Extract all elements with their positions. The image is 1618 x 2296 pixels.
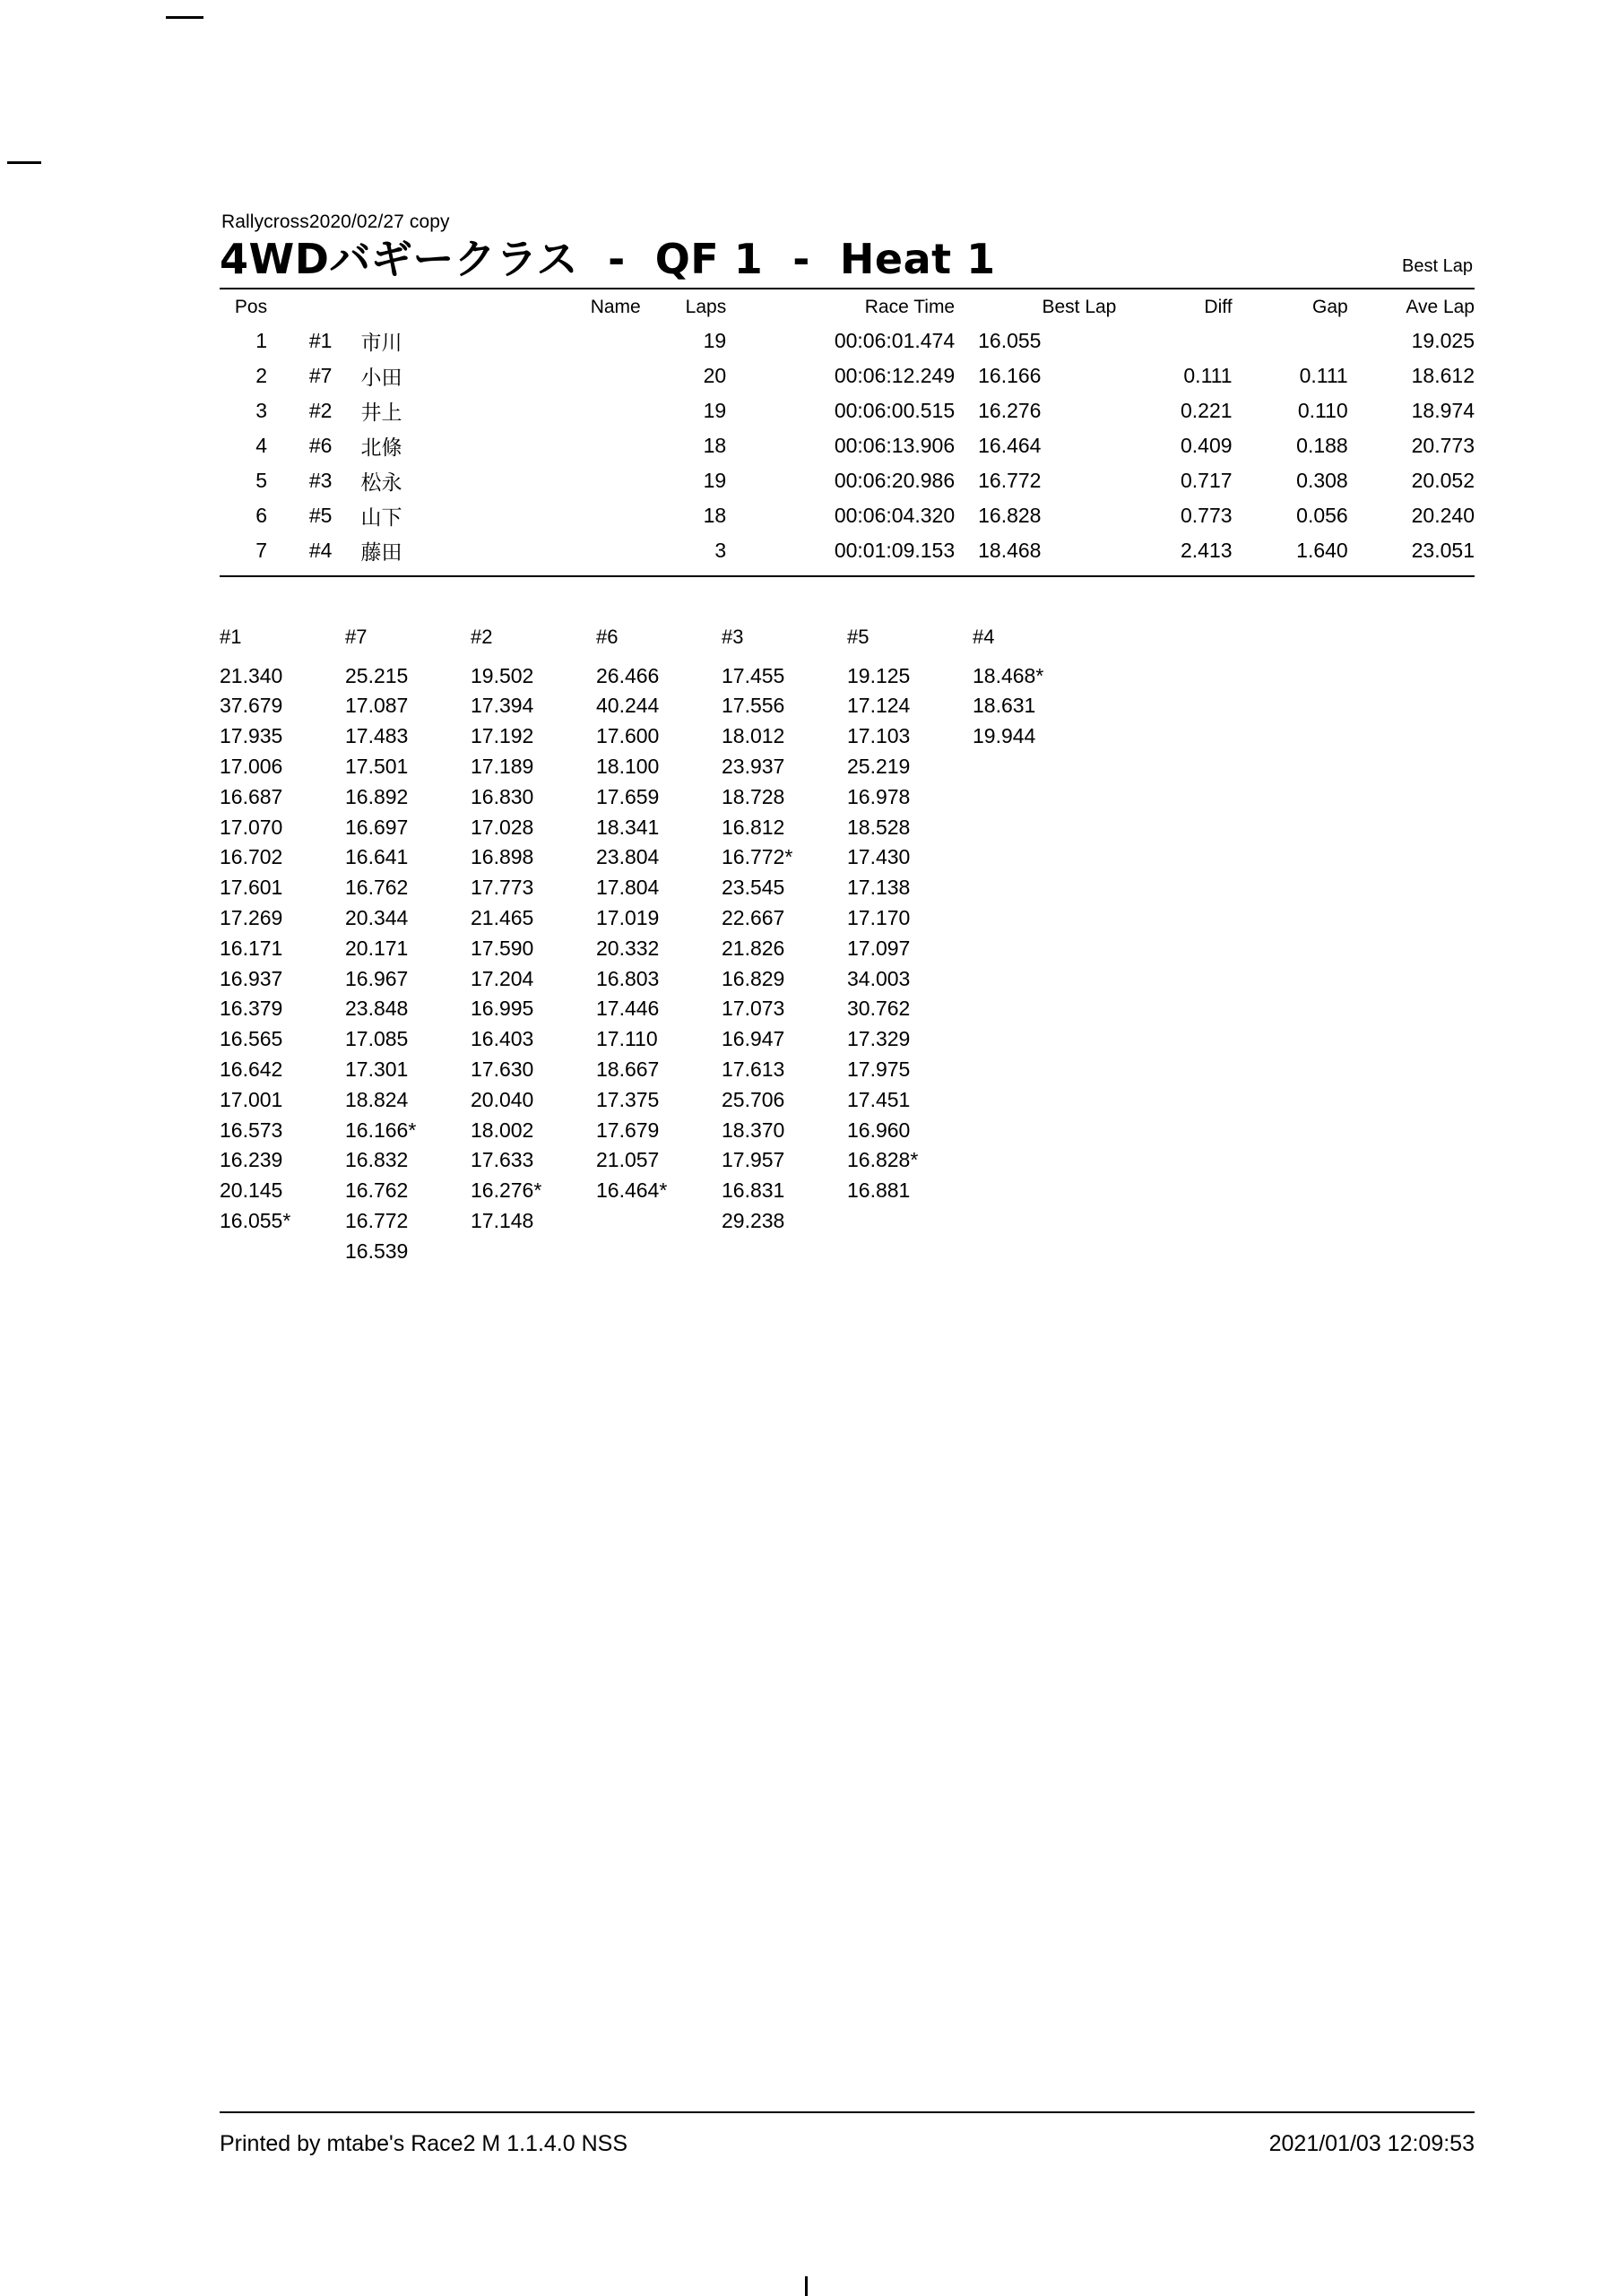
cell-best-lap: 16.772 — [978, 468, 1042, 492]
cell-name: 松永 — [360, 470, 402, 495]
lap-time: 17.006 — [220, 754, 283, 778]
cell-best-lap: 16.276 — [978, 398, 1042, 422]
lap-time: 16.697 — [345, 815, 409, 839]
header-gap: Gap — [1312, 296, 1348, 317]
cell-car-number: #5 — [308, 503, 333, 527]
lap-column-3 — [471, 626, 596, 1267]
cell-name: 市川 — [360, 331, 402, 355]
lap-time: 17.975 — [847, 1057, 911, 1081]
cell-ave-lap: 20.052 — [1411, 468, 1475, 492]
results-table — [220, 293, 1475, 568]
lap-time: 16.995 — [471, 997, 534, 1021]
lap-time: 16.947 — [722, 1027, 785, 1051]
lap-time: 16.539 — [345, 1239, 409, 1263]
cell-car-number: #7 — [308, 363, 333, 387]
lap-time: 17.103 — [847, 724, 911, 748]
lap-column-header: #6 — [596, 625, 619, 648]
lap-time: 17.446 — [596, 997, 660, 1021]
lap-time: 20.344 — [345, 905, 409, 929]
lap-time: 17.633 — [471, 1148, 534, 1172]
lap-time: 23.848 — [345, 997, 409, 1021]
lap-column-header: #7 — [345, 625, 368, 648]
cell-diff: 0.717 — [1180, 468, 1233, 492]
lap-time: 16.830 — [471, 784, 534, 808]
lap-time: 16.829 — [722, 966, 785, 990]
lap-time: 16.812 — [722, 815, 785, 839]
cell-pos: 3 — [255, 398, 268, 422]
cell-gap: 0.110 — [1297, 398, 1348, 422]
cell-race-time: 00:06:12.249 — [834, 363, 956, 387]
lap-time: 16.892 — [345, 784, 409, 808]
lap-time: 17.773 — [471, 876, 534, 900]
cell-diff: 0.773 — [1180, 503, 1233, 527]
cell-pos: 2 — [255, 363, 268, 387]
cell-race-time: 00:06:04.320 — [834, 503, 956, 527]
lap-time: 17.070 — [220, 815, 283, 839]
lap-time: 17.483 — [345, 724, 409, 748]
lap-time: 17.138 — [847, 876, 911, 900]
cell-car-number: #1 — [308, 328, 333, 352]
lap-time: 16.642 — [220, 1057, 283, 1081]
lap-time: 18.631 — [973, 694, 1036, 718]
lap-time: 37.679 — [220, 694, 283, 718]
lap-time: 16.403 — [471, 1027, 534, 1051]
cell-race-time: 00:06:01.474 — [834, 328, 956, 352]
page-title: 4WDバギークラス - QF 1 - Heat 1 — [220, 235, 996, 283]
lap-time: 22.667 — [722, 905, 785, 929]
lap-time: 21.340 — [220, 663, 283, 687]
lap-time: 18.002 — [471, 1118, 534, 1142]
cell-ave-lap: 20.240 — [1411, 503, 1475, 527]
cell-pos: 1 — [255, 328, 268, 352]
header-diff: Diff — [1204, 296, 1233, 317]
lap-time: 17.430 — [847, 845, 911, 869]
header-ave-lap: Ave Lap — [1406, 296, 1475, 317]
cell-pos: 7 — [255, 538, 268, 562]
lap-time: 16.641 — [345, 845, 409, 869]
lap-time: 17.600 — [596, 724, 660, 748]
lap-time: 16.055* — [220, 1208, 291, 1232]
cell-laps: 18 — [703, 433, 727, 457]
lap-time: 16.978 — [847, 784, 911, 808]
lap-time: 40.244 — [596, 694, 660, 718]
results-divider — [220, 575, 1475, 577]
table-row — [220, 358, 1475, 393]
lap-time: 17.301 — [345, 1057, 409, 1081]
cell-pos: 6 — [255, 503, 268, 527]
lap-time: 16.831 — [722, 1178, 785, 1203]
lap-column-header: #1 — [220, 625, 242, 648]
header-name: Name — [590, 296, 641, 317]
table-row — [220, 393, 1475, 428]
results-body — [220, 324, 1475, 568]
lap-column-2 — [345, 626, 471, 1267]
cell-gap: 0.056 — [1296, 503, 1348, 527]
cell-ave-lap: 20.773 — [1411, 433, 1475, 457]
lap-time: 17.375 — [596, 1087, 660, 1111]
crop-mark-bottom — [805, 2276, 808, 2296]
lap-time: 17.501 — [345, 754, 409, 778]
lap-time: 29.238 — [722, 1208, 785, 1232]
lap-time: 18.528 — [847, 815, 911, 839]
cell-pos: 5 — [255, 468, 268, 492]
cell-best-lap: 16.055 — [978, 328, 1042, 352]
lap-time: 16.762 — [345, 1178, 409, 1203]
lap-time: 20.040 — [471, 1087, 534, 1111]
lap-time: 20.145 — [220, 1178, 283, 1203]
lap-time: 17.189 — [471, 754, 534, 778]
lap-time: 17.192 — [471, 724, 534, 748]
cell-race-time: 00:01:09.153 — [834, 538, 956, 562]
lap-column-header: #5 — [847, 625, 870, 648]
cell-laps: 19 — [703, 328, 727, 352]
document-content — [220, 211, 1475, 1267]
lap-time: 21.465 — [471, 905, 534, 929]
lap-time: 16.832 — [345, 1148, 409, 1172]
cell-ave-lap: 18.974 — [1411, 398, 1475, 422]
lap-time: 16.464* — [596, 1178, 668, 1203]
lap-time: 17.394 — [471, 694, 534, 718]
lap-time: 16.960 — [847, 1118, 911, 1142]
cell-diff — [1116, 324, 1232, 358]
cell-laps: 19 — [703, 398, 727, 422]
lap-time: 16.239 — [220, 1148, 283, 1172]
cell-name: 山下 — [360, 505, 402, 530]
lap-time: 18.100 — [596, 754, 660, 778]
cell-best-lap: 16.464 — [978, 433, 1042, 457]
lap-time: 17.019 — [596, 905, 660, 929]
lap-time: 16.772 — [345, 1208, 409, 1232]
lap-times-block — [220, 626, 1475, 1267]
lap-time: 34.003 — [847, 966, 911, 990]
event-subtitle: Rallycross2020/02/27 copy — [221, 211, 450, 232]
cell-car-number: #3 — [308, 468, 333, 492]
lap-time: 17.087 — [345, 694, 409, 718]
cell-ave-lap: 19.025 — [1411, 328, 1475, 352]
lap-time: 16.166* — [345, 1118, 417, 1142]
cell-diff: 2.413 — [1180, 538, 1233, 562]
table-row — [220, 463, 1475, 498]
cell-gap — [1233, 324, 1348, 358]
lap-time: 17.630 — [471, 1057, 534, 1081]
cell-gap: 0.111 — [1299, 363, 1348, 387]
lap-time: 23.937 — [722, 754, 785, 778]
lap-column-5 — [722, 626, 847, 1267]
cell-laps: 19 — [703, 468, 727, 492]
cell-laps: 18 — [703, 503, 727, 527]
table-row — [220, 428, 1475, 463]
cell-car-number: #4 — [308, 538, 333, 562]
cell-gap: 0.308 — [1296, 468, 1348, 492]
lap-time: 17.804 — [596, 876, 660, 900]
crop-mark-left — [7, 161, 41, 164]
cell-race-time: 00:06:00.515 — [834, 398, 956, 422]
lap-time: 23.545 — [722, 876, 785, 900]
lap-time: 17.935 — [220, 724, 283, 748]
lap-time: 19.502 — [471, 663, 534, 687]
table-row — [220, 498, 1475, 533]
lap-time: 21.057 — [596, 1148, 660, 1172]
cell-car-number: #6 — [308, 433, 333, 457]
lap-time: 17.957 — [722, 1148, 785, 1172]
lap-column-6 — [847, 626, 973, 1267]
cell-best-lap: 18.468 — [978, 538, 1042, 562]
footer-timestamp: 2021/01/03 12:09:53 — [1268, 2131, 1475, 2156]
lap-column-1 — [220, 626, 345, 1267]
lap-time: 20.332 — [596, 936, 660, 960]
cell-car-number: #2 — [308, 398, 333, 422]
cell-name: 井上 — [360, 401, 402, 425]
cell-gap: 0.188 — [1296, 433, 1348, 457]
lap-time: 17.451 — [847, 1087, 911, 1111]
lap-time: 17.110 — [596, 1027, 658, 1051]
lap-time: 25.215 — [345, 663, 409, 687]
title-row — [220, 237, 1475, 282]
cell-best-lap: 16.828 — [978, 503, 1042, 527]
page-footer — [220, 2131, 1475, 2157]
lap-time: 25.706 — [722, 1087, 785, 1111]
header-race-time: Race Time — [864, 296, 956, 317]
footer-printed-by: Printed by mtabe's Race2 M 1.1.4.0 NSS — [220, 2131, 627, 2156]
lap-time: 16.762 — [345, 876, 409, 900]
lap-time: 17.170 — [847, 905, 911, 929]
cell-pos: 4 — [255, 433, 268, 457]
lap-time: 16.171 — [220, 936, 283, 960]
lap-time: 30.762 — [847, 997, 911, 1021]
lap-time: 17.679 — [596, 1118, 660, 1142]
header-best-lap: Best Lap — [1042, 296, 1117, 317]
lap-time: 18.341 — [596, 815, 660, 839]
lap-column-header: #2 — [471, 625, 493, 648]
lap-time: 17.001 — [220, 1087, 283, 1111]
lap-time: 16.687 — [220, 784, 283, 808]
lap-time: 19.944 — [973, 724, 1036, 748]
cell-gap: 1.640 — [1296, 538, 1348, 562]
lap-time: 17.601 — [220, 876, 283, 900]
cell-diff: 0.409 — [1180, 433, 1233, 457]
lap-column-header: #3 — [722, 625, 744, 648]
cell-best-lap: 16.166 — [978, 363, 1042, 387]
lap-time: 18.468* — [973, 663, 1044, 687]
lap-time: 17.613 — [722, 1057, 785, 1081]
cell-ave-lap: 23.051 — [1411, 538, 1475, 562]
lap-time: 23.804 — [596, 845, 660, 869]
lap-time: 17.269 — [220, 905, 283, 929]
lap-time: 17.148 — [471, 1208, 534, 1232]
lap-time: 16.828* — [847, 1148, 919, 1172]
lap-time: 17.085 — [345, 1027, 409, 1051]
lap-time: 17.097 — [847, 936, 911, 960]
lap-time: 17.028 — [471, 815, 534, 839]
lap-time: 16.803 — [596, 966, 660, 990]
table-row — [220, 324, 1475, 358]
header-car-number — [267, 293, 341, 324]
lap-time: 17.590 — [471, 936, 534, 960]
lap-column-7 — [973, 626, 1098, 1267]
lap-time: 16.573 — [220, 1118, 283, 1142]
lap-time: 25.219 — [847, 754, 911, 778]
lap-column-4 — [596, 626, 722, 1267]
lap-time: 18.824 — [345, 1087, 409, 1111]
lap-time: 16.898 — [471, 845, 534, 869]
cell-race-time: 00:06:20.986 — [834, 468, 956, 492]
cell-laps: 3 — [714, 538, 727, 562]
lap-time: 16.772* — [722, 845, 793, 869]
lap-time: 17.455 — [722, 663, 785, 687]
lap-time: 18.012 — [722, 724, 785, 748]
cell-race-time: 00:06:13.906 — [834, 433, 956, 457]
footer-divider — [220, 2111, 1475, 2113]
lap-column-header: #4 — [973, 625, 995, 648]
results-header-row — [220, 293, 1475, 324]
lap-time: 16.565 — [220, 1027, 283, 1051]
lap-time: 17.073 — [722, 997, 785, 1021]
lap-time: 16.379 — [220, 997, 283, 1021]
header-pos: Pos — [234, 296, 268, 317]
lap-time: 20.171 — [345, 936, 409, 960]
lap-time: 17.659 — [596, 784, 660, 808]
title-divider — [220, 288, 1475, 289]
lap-time: 17.329 — [847, 1027, 911, 1051]
lap-time: 16.702 — [220, 845, 283, 869]
cell-name: 北條 — [360, 436, 402, 460]
cell-diff: 0.221 — [1180, 398, 1233, 422]
lap-time: 18.728 — [722, 784, 785, 808]
lap-time: 16.967 — [345, 966, 409, 990]
cell-laps: 20 — [703, 363, 727, 387]
lap-time: 18.370 — [722, 1118, 785, 1142]
header-laps: Laps — [685, 296, 727, 317]
lap-time: 16.881 — [847, 1178, 911, 1203]
lap-time: 17.556 — [722, 694, 785, 718]
cell-diff: 0.111 — [1183, 363, 1233, 387]
lap-time: 16.276* — [471, 1178, 542, 1203]
lap-time: 21.826 — [722, 936, 785, 960]
table-row — [220, 533, 1475, 568]
cell-name: 藤田 — [360, 540, 402, 565]
cell-name: 小田 — [360, 366, 402, 390]
lap-time: 17.204 — [471, 966, 534, 990]
lap-time: 18.667 — [596, 1057, 660, 1081]
lap-time: 16.937 — [220, 966, 283, 990]
best-lap-caption: Best Lap — [1402, 255, 1473, 276]
cell-ave-lap: 18.612 — [1411, 363, 1475, 387]
crop-mark-top — [166, 16, 203, 19]
lap-time: 19.125 — [847, 663, 911, 687]
lap-time: 17.124 — [847, 694, 911, 718]
lap-time: 26.466 — [596, 663, 660, 687]
